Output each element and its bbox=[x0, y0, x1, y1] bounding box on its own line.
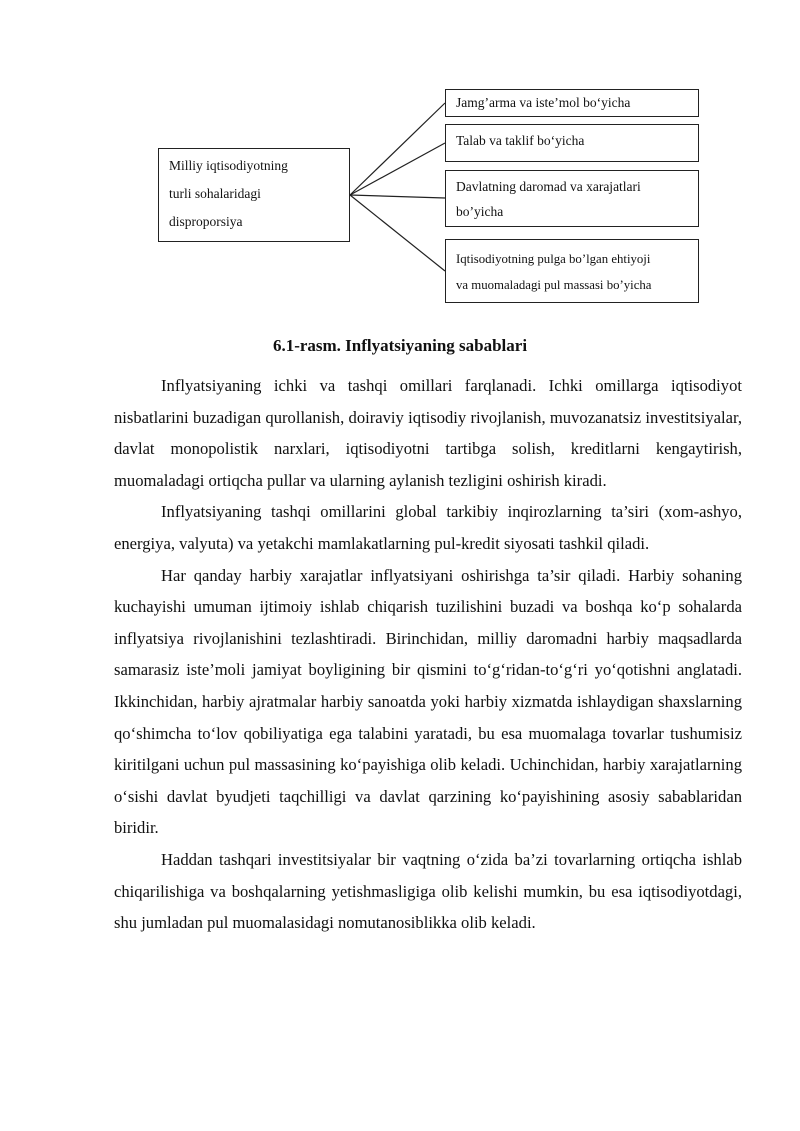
paragraph: Haddan tashqari investitsiyalar bir vaqtning o‘zida ba’zi tovarlarning ortiqcha ishlab chiqarilishiga va boshqalarning yetishmasligiga olib kelishi mumkin, bu esa iqtisodiyotdagi, shu jumladan pul muomalasidagi nomutanosiblikka olib keladi. bbox=[114, 849, 742, 933]
body-text bbox=[114, 370, 742, 939]
figure-caption: 6.1-rasm. Inflyatsiyaning sabablari bbox=[272, 336, 528, 355]
connector-line bbox=[350, 103, 445, 195]
target-box-demand-supply bbox=[445, 124, 699, 162]
connector-line bbox=[350, 143, 445, 195]
paragraph: Inflyatsiyaning ichki va tashqi omillari farqlanadi. Ichki omillarga iqtisodiyot nisbatlarini buzadigan qurollanish, doiraviy iqtisodiy rivojlanish, muvozanatsiz investitsiyalar, davlat monopolistik narxlari, iqtisodiyotni tartibga solish, kreditlarni kengaytirish, muomaladagi ortiqcha pullar va ularning aylanish tezligini oshirish kiradi. bbox=[114, 376, 742, 490]
target-box-state-income-expenses bbox=[445, 170, 699, 227]
paragraph: Har qanday harbiy xarajatlar inflyatsiyani oshirishga ta’sir qiladi. Harbiy sohaning kuchayishi umuman ijtimoiy ishlab chiqarish tuzilishini buzadi va boshqa ko‘p sohalarda inflyatsiya rivojlanishini tezlashtiradi. Birinchidan, milliy daromadni harbiy maqsadlarda samarasiz iste’moli jamiyat boyligining bir qismini to‘g‘ridan-to‘g‘ri yo‘qotishni anglatadi. Ikkinchidan, harbiy ajratmalar harbiy sanoatda yoki harbiy xizmatda ishlaydigan shaxslarning qo‘shimcha to‘lov qobiliyatiga ega talabini yaratadi, bu esa muomalaga tovarlar tushumisiz kiritilgani uchun pul massasining ko‘payishiga olib keladi. Uchinchidan, harbiy xarajatlarning o‘sishi davlat byudjeti taqchilligi va davlat qarzining ko‘payishining asosiy sabablaridan biridir. bbox=[114, 565, 742, 838]
target-line: bo’yicha bbox=[456, 204, 504, 219]
target-line: Iqtisodiyotning pulga bo’lgan ehtiyoji bbox=[456, 252, 651, 266]
target-line: Davlatning daromad va xarajatlari bbox=[456, 179, 641, 194]
target-line: Talab va taklif bo‘yicha bbox=[456, 133, 585, 148]
target-line: Jamg’arma va iste’mol bo‘yicha bbox=[456, 95, 631, 110]
connector-line bbox=[350, 195, 445, 271]
connector-line bbox=[350, 195, 445, 198]
source-line: turli sohalaridagi bbox=[169, 186, 261, 201]
source-line: disproporsiya bbox=[169, 214, 243, 229]
target-line: va muomaladagi pul massasi bo’yicha bbox=[456, 278, 652, 292]
source-line: Milliy iqtisodiyotning bbox=[169, 158, 288, 173]
paragraph: Inflyatsiyaning tashqi omillarini global tarkibiy inqirozlarning ta’siri (xom-ashyo, energiya, valyuta) va yetakchi mamlakatlarning pul-kredit siyosati tashkil qiladi. bbox=[114, 502, 742, 553]
target-box-savings-consumption bbox=[445, 89, 699, 117]
causes-diagram bbox=[0, 0, 800, 320]
target-box-money-demand-supply bbox=[445, 239, 699, 303]
source-box bbox=[158, 148, 350, 242]
